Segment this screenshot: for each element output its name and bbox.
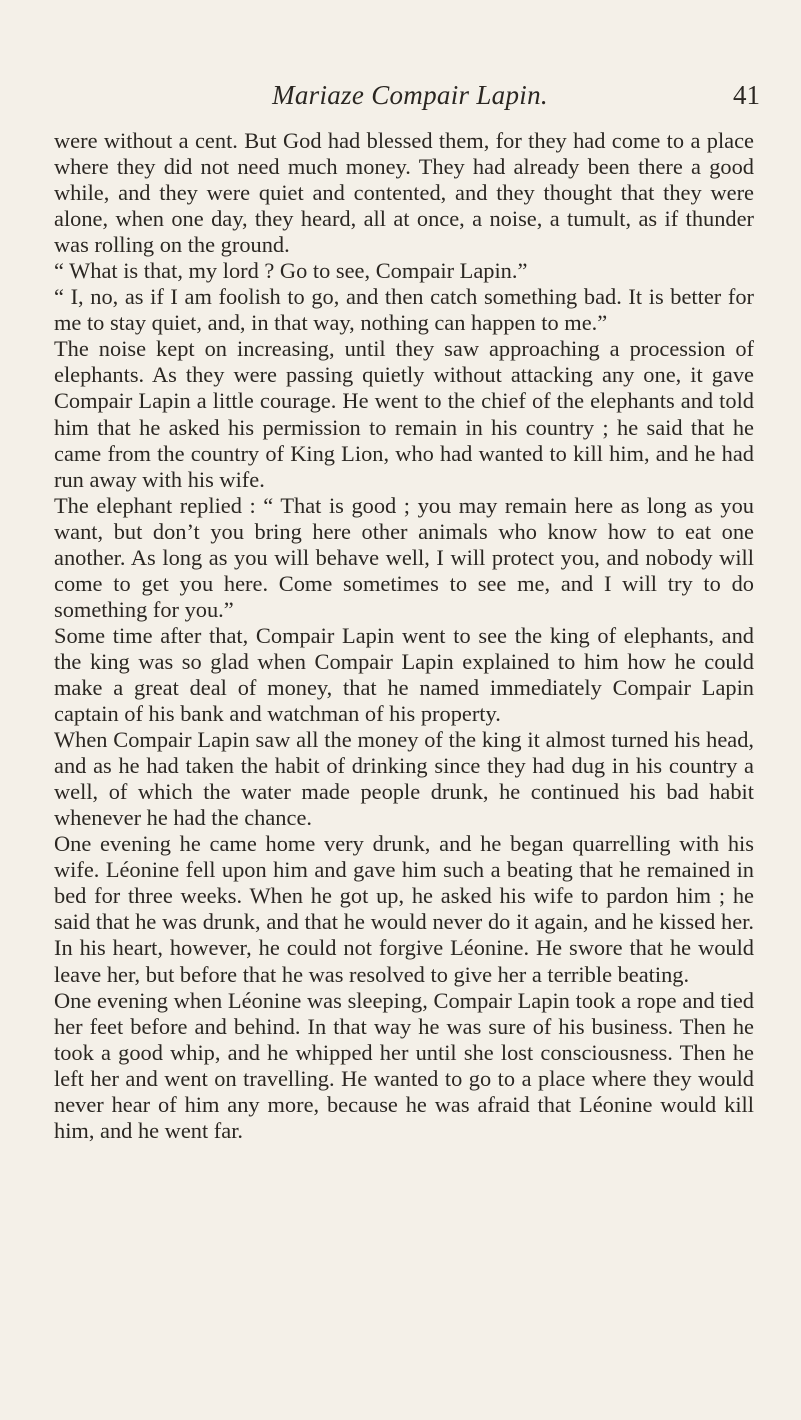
running-title: Mariaze Compair Lapin.	[272, 80, 548, 110]
paragraph: One evening when Léonine was sleeping, Compair Lapin took a rope and tied her feet before and behind. In that way he was sure of his business. Then he took a good whip, and he whipped her until she lost consciousness. Then he left her and went on travelling. He wanted to go to a place where they would never hear of him any more, because he was afraid that Léonine would kill him, and he went far.	[54, 987, 754, 1143]
paragraph: The noise kept on increasing, until they saw approaching a procession of elephants. As they were passing quietly without attacking any one, it gave Compair Lapin a little courage. He went to the chief of the elephants and told him that he asked his permission to remain in his country ; he said that he came from the country of King Lion, who had wanted to kill him, and he had run away with his wife.	[54, 336, 754, 492]
paragraph: Some time after that, Compair Lapin went to see the king of elephants, and the king was so glad when Compair Lapin explained to him how he could make a great deal of money, that he named immediately Compair Lapin captain of his bank and watchman of his property.	[54, 622, 754, 727]
paragraph: When Compair Lapin saw all the money of the king it almost turned his head, and as he had taken the habit of drinking since they had dug in his country a well, of which the water made people drunk, he continued his bad habit whenever he had the chance.	[54, 727, 754, 831]
paragraph: “ I, no, as if I am foolish to go, and then catch something bad. It is better for me to stay quiet, and, in that way, nothing can happen to me.”	[54, 284, 754, 336]
paragraph: were without a cent. But God had blessed them, for they had come to a place where they did not need much money. They had already been there a good while, and they were quiet and contented, and they thought that they were alone, when one day, they heard, all at once, a noise, a tumult, as if thunder was rolling on the ground.	[54, 128, 754, 258]
paragraph: The elephant replied : “ That is good ; you may remain here as long as you want, but don’t you bring here other animals who know how to eat one another. As long as you will behave well, I will protect you, and nobody will come to get you here. Come sometimes to see me, and I will try to do something for you.”	[54, 492, 754, 622]
page-number: 41	[733, 80, 760, 110]
running-head	[60, 72, 760, 112]
paragraph: “ What is that, my lord ? Go to see, Compair Lapin.”	[54, 258, 528, 284]
body-text	[54, 128, 754, 1144]
paragraph: One evening he came home very drunk, and he began quarrelling with his wife. Léonine fell upon him and gave him such a beating that he remained in bed for three weeks. When he got up, he asked his wife to pardon him ; he said that he was drunk, and that he would never do it again, and he kissed her. In his heart, however, he could not forgive Léonine. He swore that he would leave her, but before that he was resolved to give her a terrible beating.	[54, 831, 754, 987]
